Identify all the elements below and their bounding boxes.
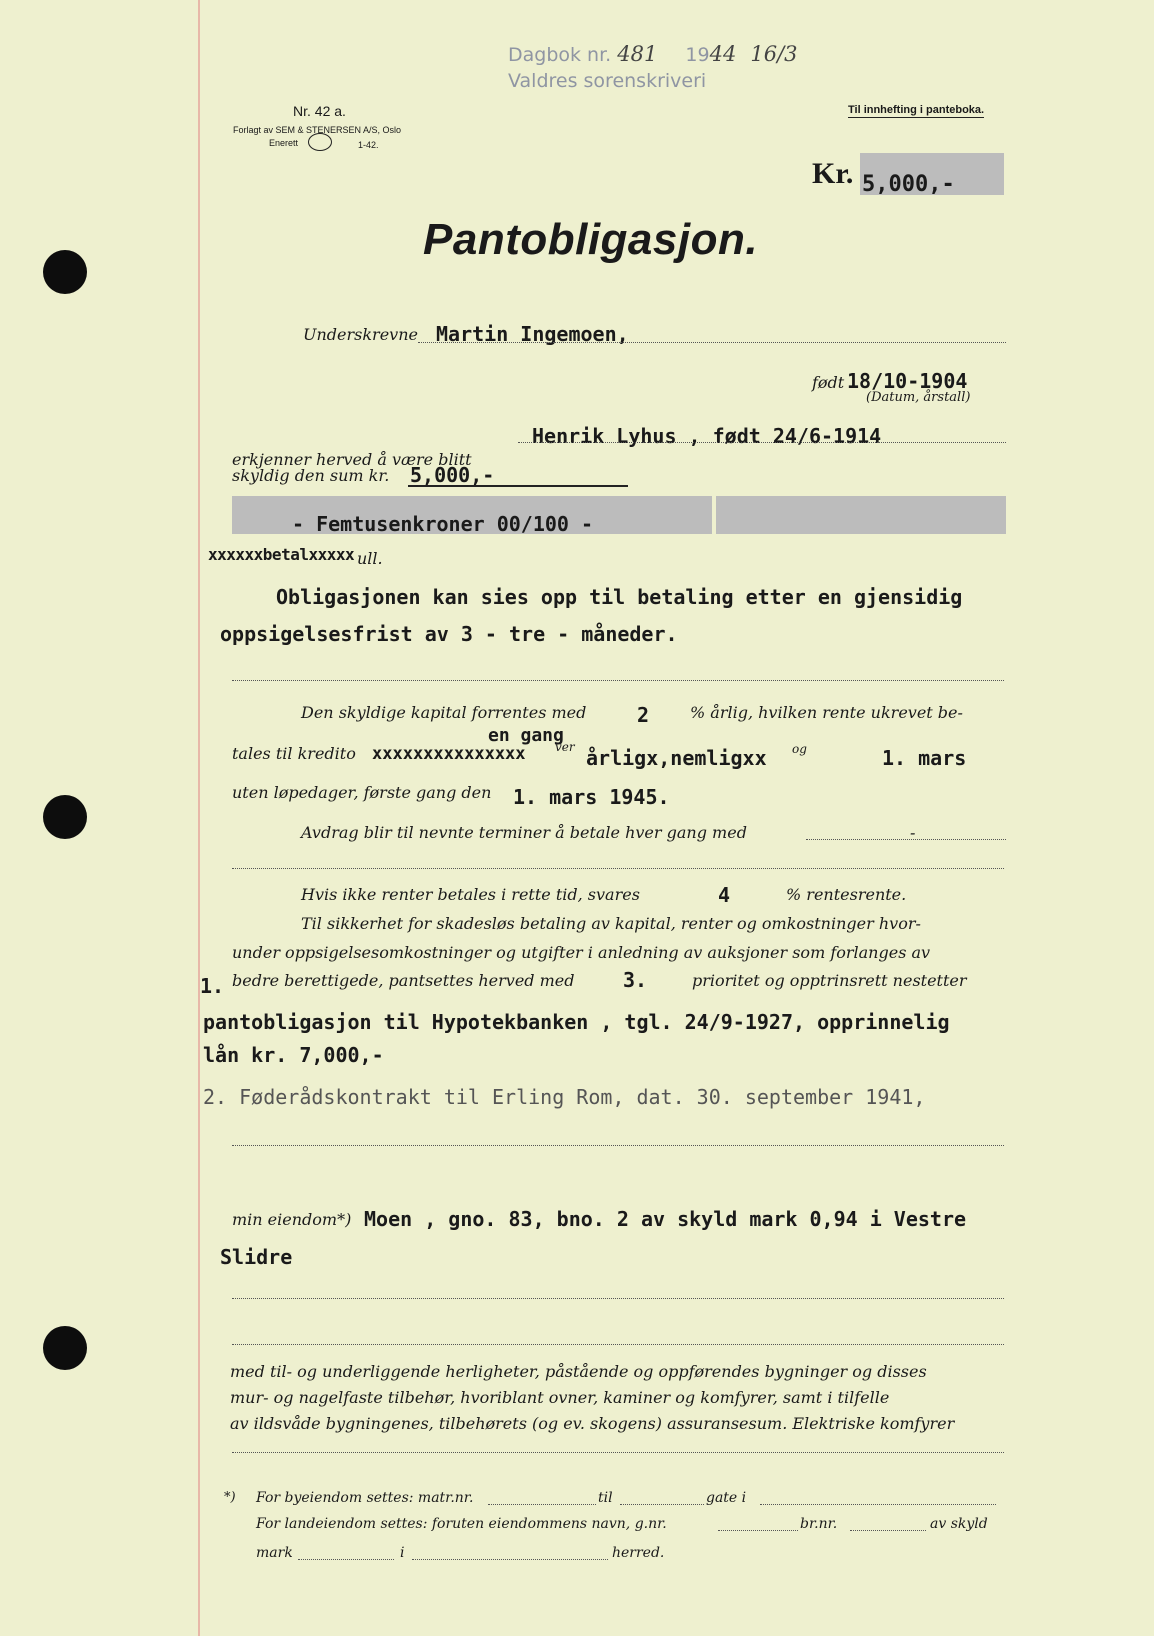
ack-label: erkjenner herved å være blitt: [232, 450, 472, 469]
property-blank-line1: [232, 1298, 1004, 1299]
footnote-line1-dots2: [620, 1504, 704, 1505]
first-payment-date: 1. mars 1945.: [513, 785, 670, 809]
footnote-line1-a: For byeiendom settes: matr.nr.: [256, 1490, 474, 1506]
footnote-line2-b: br.nr.: [800, 1516, 838, 1532]
undersigned-line: [418, 342, 1006, 343]
publisher-line1: Forlagt av SEM & STENERSEN A/S, Oslo: [233, 125, 402, 135]
property-line2: Slidre: [220, 1245, 293, 1269]
footnote-line1-c: gate i: [706, 1490, 747, 1506]
owed-underline: [408, 485, 628, 487]
undersigned-label: Underskrevne: [303, 325, 418, 344]
punch-hole-middle: [43, 795, 87, 839]
interest-line2-og: og: [792, 742, 807, 756]
prior-lien1-line2: lån kr. 7,000,-: [203, 1043, 384, 1067]
born-date: 18/10-1904: [847, 369, 968, 393]
stamp-year: 44: [709, 42, 737, 66]
document-title: Pantobligasjon.: [423, 215, 759, 264]
closing-line3: av ildsvåde bygningenes, tilbehørets (og ev. skogens) assuransesum. Elektriske komfyrer: [230, 1414, 955, 1433]
interest-line2-date: 1. mars: [882, 746, 967, 770]
creditor-name: Henrik Lyhus , født 24/6-1914: [532, 424, 882, 448]
publisher-line2: Enerett: [269, 138, 299, 148]
owed-label: skyldig den sum kr.: [232, 466, 390, 485]
avdrag-blank-line: [232, 868, 1004, 869]
security-line1: Til sikkerhet for skadesløs betaling av kapital, renter og omkostninger hvor-: [301, 914, 921, 933]
security-blank-line: [232, 1145, 1004, 1146]
penalty-line-pre: Hvis ikke renter betales i rette tid, svares: [301, 885, 640, 904]
interest-line2-sup: ver: [555, 740, 575, 754]
registry-stamp-line2: Valdres sorenskriveri: [508, 70, 707, 92]
interest-line2-typed: årligx,nemligxx: [586, 746, 767, 770]
footnote-line2-c: av skyld: [930, 1516, 988, 1532]
property-blank-line2: [232, 1344, 1004, 1345]
born-label: født: [812, 373, 845, 392]
stamp-label: Dagbok nr.: [508, 44, 612, 66]
footnote-line3-a: mark: [256, 1545, 293, 1561]
creditor-line: [518, 442, 1006, 443]
punch-hole-bottom: [43, 1326, 87, 1370]
security-line3-pre: bedre berettigede, pantsettes herved med: [232, 971, 575, 990]
footnote-line3-b: i: [400, 1545, 405, 1561]
closing-line1: med til- og underliggende herligheter, påstående og oppførendes bygninger og disses: [230, 1362, 927, 1381]
amount-words-box-right: [716, 496, 1006, 534]
publisher-year: 1-42.: [358, 140, 379, 150]
stamp-date: 16/3: [750, 42, 798, 66]
punch-hole-top: [43, 250, 87, 294]
property-line1: Moen , gno. 83, bno. 2 av skyld mark 0,94 i Vestre: [364, 1207, 967, 1231]
footnote-line2-dots1: [718, 1530, 798, 1531]
security-num1: 1.: [200, 974, 225, 998]
paid-suffix: ull.: [357, 549, 383, 568]
publisher-logo: [308, 133, 332, 151]
footnote-line3-dots1: [298, 1559, 394, 1560]
footnote-star: *): [224, 1490, 236, 1505]
interest-line3-pre: uten løpedager, første gang den: [232, 783, 492, 802]
prior-lien1-line1: pantobligasjon til Hypotekbanken , tgl. 24/9-1927, opprinnelig: [203, 1010, 950, 1034]
terms-line2: oppsigelsesfrist av 3 - tre - måneder.: [220, 622, 678, 646]
interest-line2-struck: xxxxxxxxxxxxxxx: [372, 744, 526, 764]
penalty-line-post: % rentesrente.: [786, 885, 907, 904]
owed-amount: 5,000,-: [410, 463, 495, 487]
registry-stamp-line1: [508, 42, 798, 66]
footnote-line3-dots2: [412, 1559, 608, 1560]
priority-number: 3.: [623, 968, 648, 992]
born-hint: (Datum, årstall): [866, 390, 971, 405]
penalty-rate: 4: [718, 883, 731, 907]
property-label: min eiendom*): [232, 1210, 352, 1229]
margin-rule: [198, 0, 200, 1636]
avdrag-value: -: [910, 823, 916, 842]
stamp-year-prefix: 19: [685, 44, 710, 66]
form-number: Nr. 42 a.: [293, 103, 346, 119]
avdrag-text: Avdrag blir til nevnte terminer å betale hver gang med: [301, 823, 747, 842]
stamp-number: 481: [617, 42, 658, 66]
footnote-line3-c: herred.: [612, 1545, 665, 1561]
footnote-line2-dots2: [850, 1530, 926, 1531]
paid-struck: xxxxxxbetalxxxxx: [208, 545, 355, 564]
footnote-line1-dots3: [760, 1504, 996, 1505]
interest-inserted: en gang: [488, 725, 564, 746]
closing-blank-line: [232, 1452, 1004, 1453]
amount-words: - Femtusenkroner 00/100 -: [292, 512, 594, 536]
footnote-line1-b: til: [598, 1490, 613, 1506]
terms-blank-line: [232, 680, 1004, 681]
closing-line2: mur- og nagelfaste tilbehør, hvoriblant ovner, kaminer og komfyrer, samt i tilfelle: [230, 1388, 890, 1407]
amount-label: Kr.: [812, 157, 854, 190]
security-line2: under oppsigelsesomkostninger og utgifter i anledning av auksjoner som forlanges av: [232, 943, 931, 962]
security-line3-post: prioritet og opptrinsrett nestetter: [692, 971, 967, 990]
binding-note: Til innhefting i panteboka.: [848, 104, 985, 116]
avdrag-line: [806, 839, 1006, 840]
terms-line1: Obligasjonen kan sies opp til betaling etter en gjensidig: [276, 585, 963, 609]
footnote-line1-dots1: [488, 1504, 596, 1505]
interest-line1-post: % årlig, hvilken rente ukrevet be-: [690, 703, 963, 722]
interest-rate: 2: [637, 703, 650, 727]
interest-line1-pre: Den skyldige kapital forrentes med: [301, 703, 587, 722]
interest-line2-pre: tales til kredito: [232, 744, 356, 763]
undersigned-name: Martin Ingemoen,: [436, 322, 629, 346]
prior-lien2: 2. Føderådskontrakt til Erling Rom, dat. 30. september 1941,: [203, 1085, 926, 1109]
footnote-line2-a: For landeiendom settes: foruten eiendommens navn, g.nr.: [256, 1516, 667, 1532]
amount-value: 5,000,-: [862, 172, 955, 197]
